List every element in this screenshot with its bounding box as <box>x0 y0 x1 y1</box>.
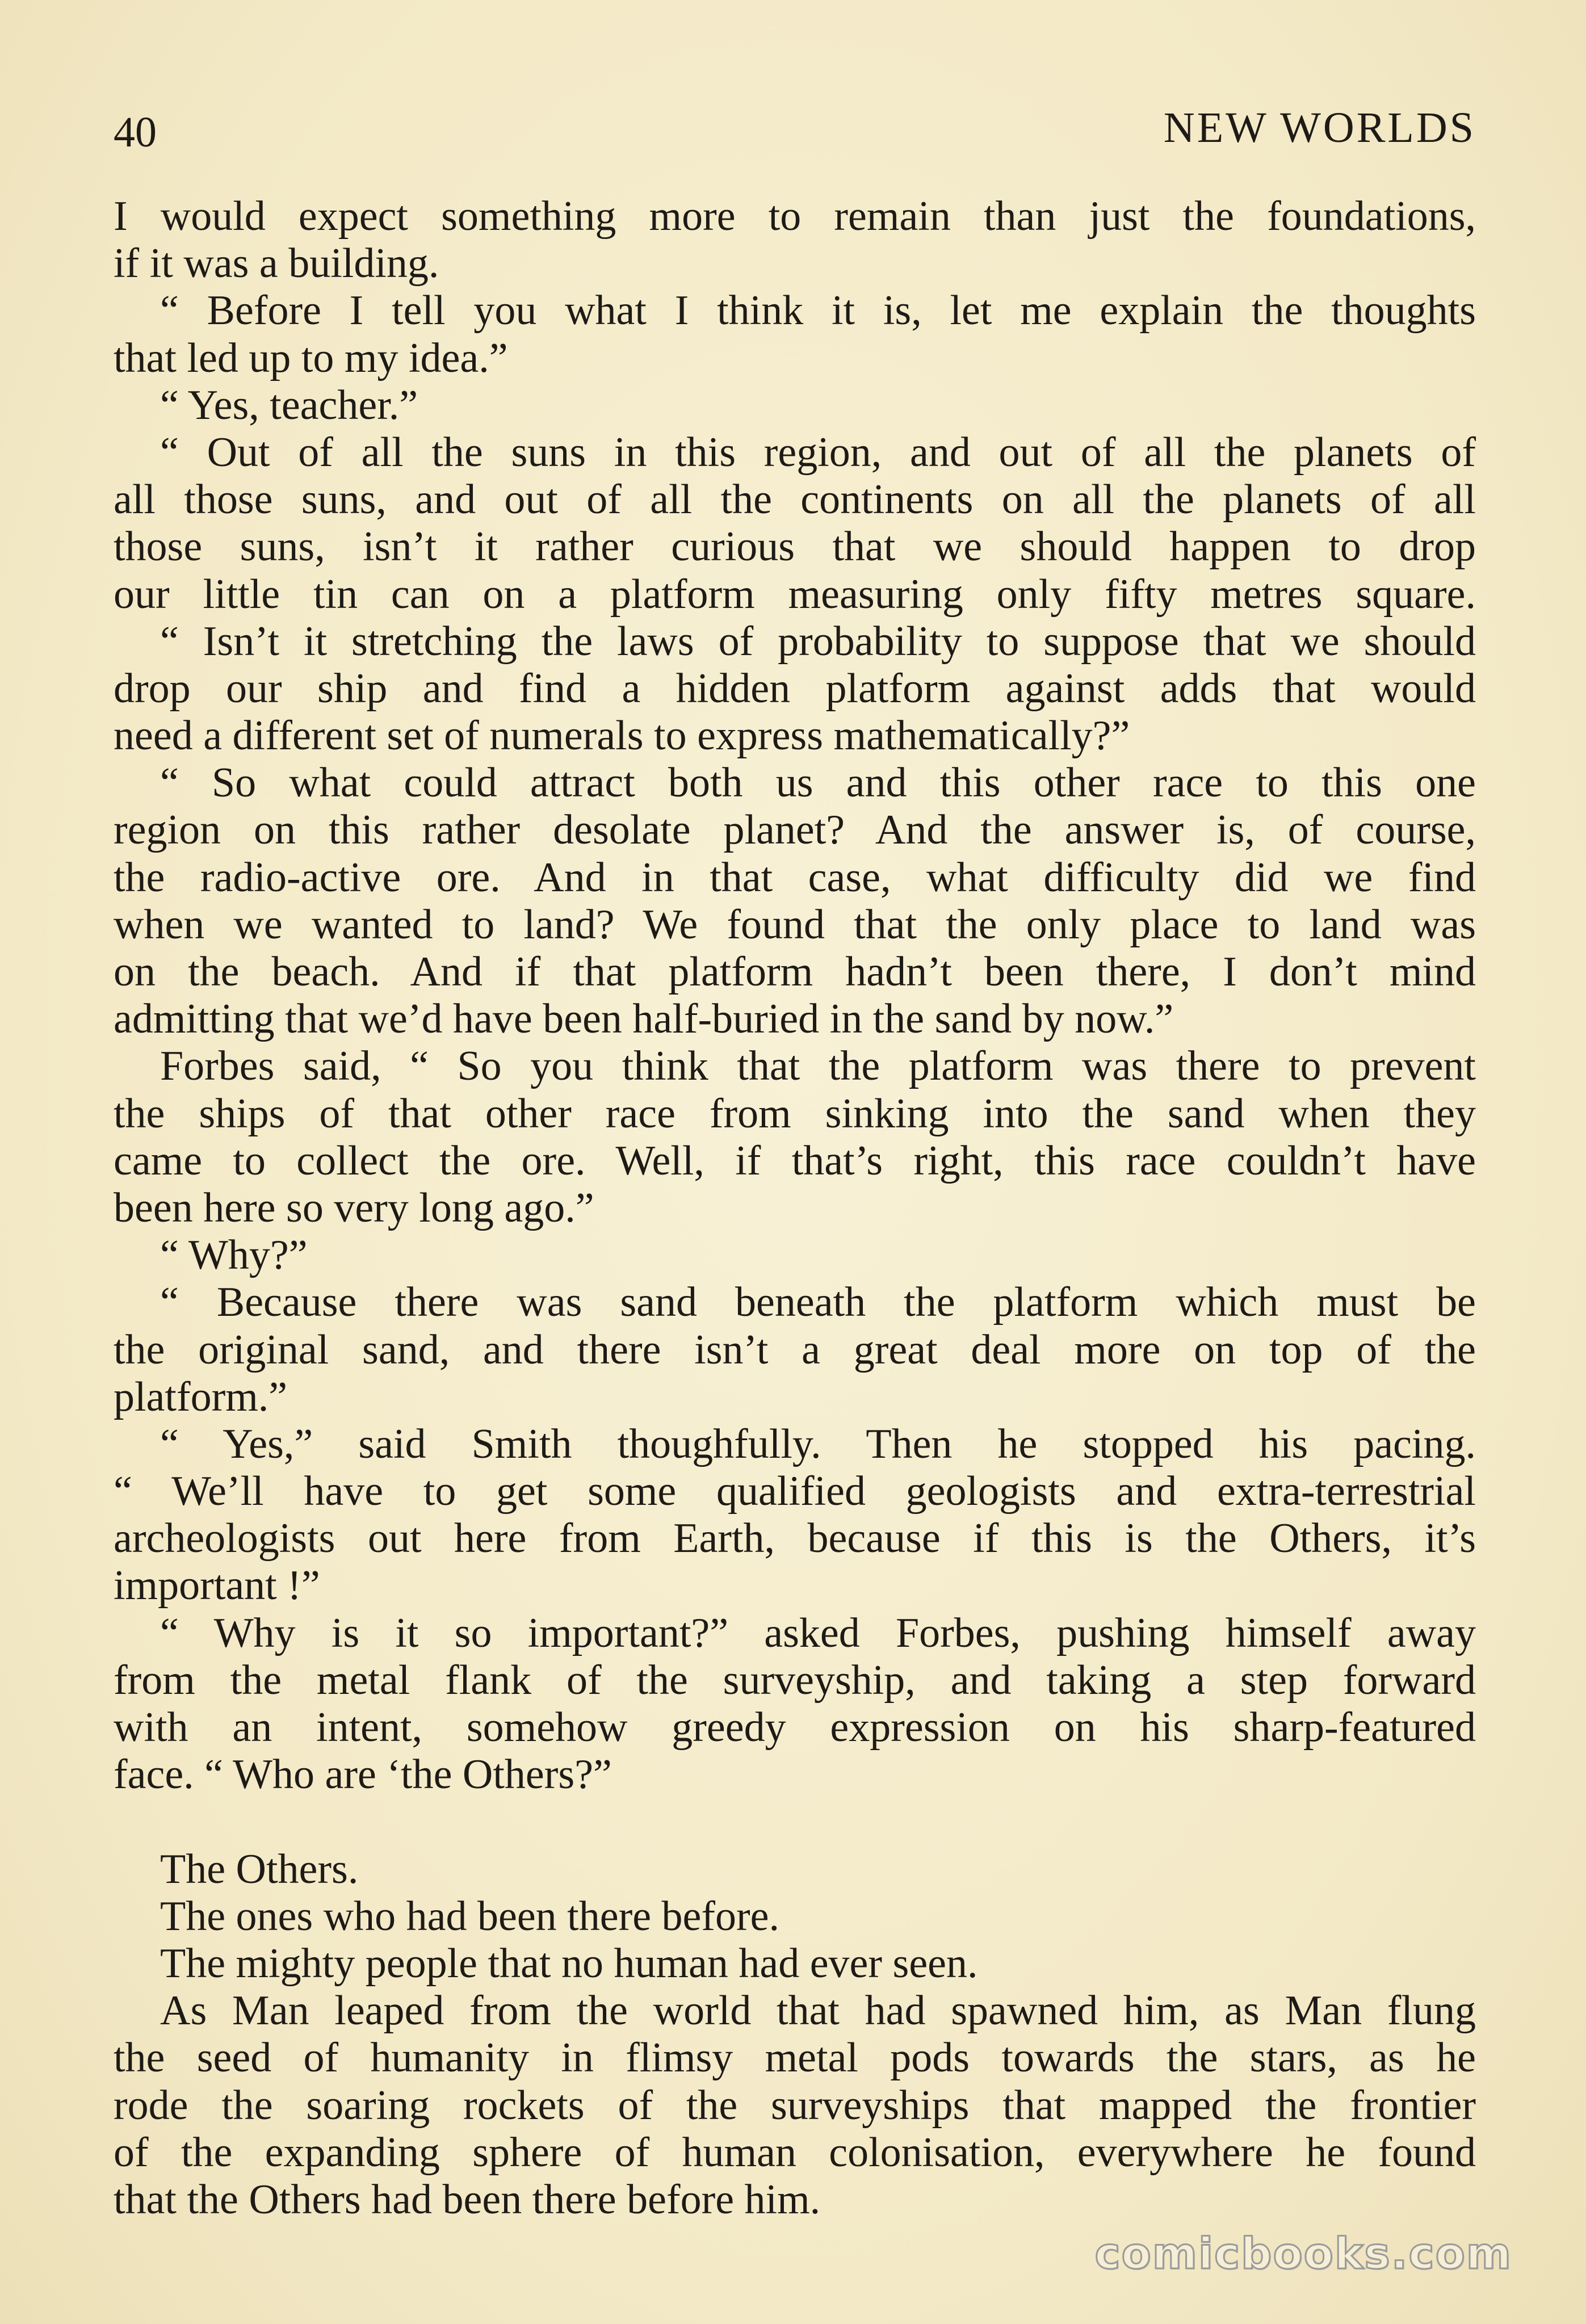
text-line: As Man leaped from the world that had spawned him, as Man flung <box>160 1987 1476 2034</box>
text-line: important !” <box>114 1562 320 1609</box>
text-line: “ Isn’t it stretching the laws of probability to suppose that we should <box>160 618 1476 665</box>
text-line: “ So what could attract both us and this other race to this one <box>160 760 1476 807</box>
text-line: The ones who had been there before. <box>160 1893 780 1940</box>
text-line: platform.” <box>114 1373 288 1420</box>
text-line: of the expanding sphere of human colonisation, everywhere he found <box>114 2129 1476 2176</box>
text-line: on the beach. And if that platform hadn’t been there, I don’t mind <box>114 949 1476 995</box>
text-line: from the metal flank of the surveyship, and taking a step forward <box>114 1656 1476 1704</box>
text-line: with an intent, somehow greedy expression on his sharp-featured <box>114 1704 1476 1751</box>
text-line: need a different set of numerals to express mathematically?” <box>114 712 1130 760</box>
text-line: “ Yes,” said Smith thoughfully. Then he stopped his pacing. <box>160 1420 1476 1467</box>
body-text <box>114 193 1476 2224</box>
text-line: “ Yes, teacher.” <box>160 381 418 429</box>
text-line: Forbes said, “ So you think that the platform was there to prevent <box>160 1043 1476 1090</box>
text-line: The Others. <box>160 1845 359 1893</box>
text-line: “ Out of all the suns in this region, and out of all the planets of <box>160 429 1476 476</box>
text-line: The mighty people that no human had ever seen. <box>160 1940 978 1987</box>
text-line: admitting that we’d have been half-buried in the sand by now.” <box>114 996 1174 1043</box>
text-line: archeologists out here from Earth, because if this is the Others, it’s <box>114 1515 1476 1562</box>
text-line: “ We’ll have to get some qualified geologists and extra-terrestrial <box>114 1468 1476 1515</box>
text-line: the radio-active ore. And in that case, what difficulty did we find <box>114 854 1476 901</box>
text-line: face. “ Who are ‘the Others?” <box>114 1751 612 1798</box>
text-line: our little tin can on a platform measuring only fifty metres square. <box>114 570 1476 618</box>
text-line: “ Before I tell you what I think it is, let me explain the thoughts <box>160 287 1476 334</box>
text-line: if it was a building. <box>114 240 439 287</box>
text-line: the ships of that other race from sinking into the sand when they <box>114 1090 1476 1137</box>
text-line: the original sand, and there isn’t a great deal more on top of the <box>114 1326 1476 1373</box>
running-title: NEW WORLDS <box>1163 104 1476 152</box>
text-line: that the Others had been there before him. <box>114 2176 821 2223</box>
text-line: I would expect something more to remain than just the foundations, <box>114 193 1476 240</box>
text-line: rode the soaring rockets of the surveyships that mapped the frontier <box>114 2082 1476 2129</box>
text-line: “ Why?” <box>160 1232 308 1279</box>
text-line: drop our ship and find a hidden platform against adds that would <box>114 665 1476 712</box>
text-line: been here so very long ago.” <box>114 1184 594 1231</box>
text-line: those suns, isn’t it rather curious that we should happen to drop <box>114 523 1476 570</box>
page-number: 40 <box>114 108 157 156</box>
text-line: that led up to my idea.” <box>114 334 508 381</box>
text-line: the seed of humanity in flimsy metal pods towards the stars, as he <box>114 2034 1476 2082</box>
text-line: all those suns, and out of all the continents on all the planets of all <box>114 476 1476 523</box>
text-line: “ Why is it so important?” asked Forbes, pushing himself away <box>160 1609 1476 1656</box>
text-line: when we wanted to land? We found that the only place to land was <box>114 901 1476 948</box>
section-break <box>114 1798 1476 1845</box>
text-line: region on this rather desolate planet? And the answer is, of course, <box>114 807 1476 854</box>
text-line: came to collect the ore. Well, if that’s right, this race couldn’t have <box>114 1137 1476 1184</box>
running-head <box>114 102 1476 156</box>
watermark: comicbooks.com <box>1094 2228 1512 2279</box>
text-line: “ Because there was sand beneath the platform which must be <box>160 1279 1476 1326</box>
